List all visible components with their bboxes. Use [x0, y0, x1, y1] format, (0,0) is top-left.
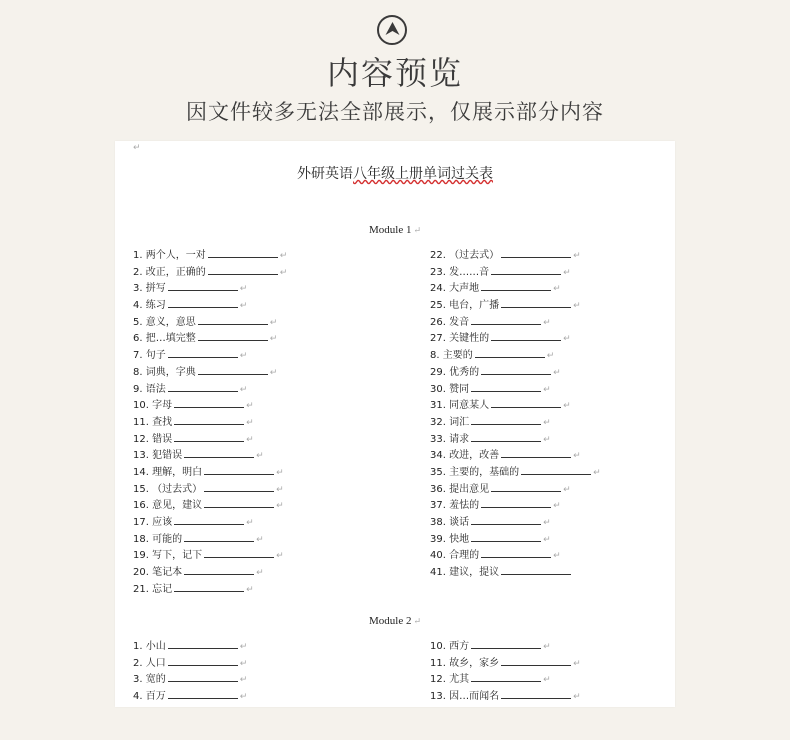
vocab-row [430, 514, 601, 531]
vocab-prompt: 31. 同意某人 [430, 400, 490, 412]
paragraph-mark: ↵ [239, 284, 248, 295]
answer-blank [471, 671, 541, 682]
answer-blank [174, 581, 244, 592]
vocab-prompt: 11. 查找 [133, 416, 173, 428]
answer-blank [481, 547, 551, 558]
vocab-row [430, 447, 601, 464]
vocab-row [430, 264, 601, 281]
answer-blank [208, 264, 278, 275]
module2-right-column [430, 638, 581, 705]
answer-blank [168, 638, 238, 649]
answer-blank [168, 655, 238, 666]
vocab-prompt: 18. 可能的 [133, 533, 183, 545]
answer-blank [204, 481, 274, 492]
vocab-row [133, 314, 287, 331]
up-arrow-icon [377, 15, 407, 45]
vocab-row [133, 497, 287, 514]
document-title [115, 163, 675, 183]
vocab-prompt: 12. 尤其 [430, 674, 470, 686]
paragraph-mark: ↵ [553, 284, 561, 295]
vocab-row [430, 531, 601, 548]
paragraph-mark: ↵ [593, 467, 601, 478]
paragraph-mark: ↵ [246, 417, 254, 428]
vocab-row [133, 481, 287, 498]
paragraph-mark: ↵ [276, 551, 284, 562]
paragraph-mark: ↵ [276, 501, 284, 512]
paragraph-mark: ↵ [256, 451, 264, 462]
paragraph-mark: ↵ [279, 251, 288, 261]
vocab-prompt: 23. 发……音 [430, 266, 490, 278]
paragraph-mark: ↵ [543, 534, 551, 545]
paragraph-mark: ↵ [246, 584, 254, 595]
answer-blank [471, 531, 541, 542]
paragraph-mark: ↵ [573, 692, 581, 703]
paragraph-mark: ↵ [553, 501, 561, 512]
vocab-row [430, 414, 601, 431]
answer-blank [501, 655, 571, 666]
document-preview [115, 141, 675, 707]
vocab-row [430, 564, 601, 581]
page-subtitle: 因文件较多无法全部展示，仅展示部分内容 [186, 100, 604, 124]
vocab-row [133, 381, 287, 398]
vocab-prompt: 3. 拼写 [133, 283, 166, 295]
vocab-row [133, 280, 287, 297]
vocab-row [133, 264, 287, 281]
vocab-prompt: 13. 犯错误 [133, 450, 183, 462]
paragraph-mark: ↵ [133, 143, 141, 153]
vocab-row [133, 397, 287, 414]
answer-blank [491, 397, 561, 408]
paragraph-mark: ↵ [276, 467, 284, 478]
vocab-prompt: 17. 应该 [133, 517, 173, 528]
vocab-row [430, 247, 601, 264]
paragraph-mark: ↵ [239, 642, 248, 652]
vocab-row [430, 381, 601, 398]
vocab-prompt: 37. 羞怯的 [430, 500, 480, 512]
answer-blank [174, 514, 244, 525]
vocab-row [133, 688, 247, 705]
vocab-prompt: 3. 宽的 [133, 674, 166, 686]
paragraph-mark: ↵ [553, 367, 561, 378]
paragraph-mark: ↵ [413, 616, 422, 626]
answer-blank [471, 414, 541, 425]
paragraph-mark: ↵ [256, 568, 264, 579]
answer-blank [501, 447, 571, 458]
vocab-row [430, 297, 601, 314]
answer-blank [168, 381, 238, 392]
answer-blank [491, 330, 561, 341]
vocab-row [430, 314, 601, 331]
vocab-prompt: 12. 错误 [133, 433, 173, 445]
vocab-prompt: 21. 忘记 [133, 583, 173, 595]
answer-blank [204, 497, 274, 508]
vocab-prompt: 10. 西方 [430, 641, 470, 652]
vocab-prompt: 41. 建议，提议 [430, 567, 500, 579]
vocab-prompt: 40. 合理的 [430, 550, 480, 562]
module2-left-column [133, 638, 247, 705]
paragraph-mark: ↵ [276, 484, 284, 495]
vocab-prompt: 33. 请求 [430, 433, 470, 445]
vocab-row [430, 330, 601, 347]
vocab-row [430, 397, 601, 414]
paragraph-mark: ↵ [573, 251, 581, 261]
vocab-prompt: 4. 百万 [133, 691, 166, 703]
vocab-row [430, 671, 581, 688]
paragraph-mark: ↵ [279, 267, 288, 278]
answer-blank [471, 431, 541, 442]
answer-blank [501, 297, 571, 308]
answer-blank [174, 397, 244, 408]
paragraph-mark: ↵ [269, 367, 278, 378]
vocab-row [133, 547, 287, 564]
paragraph-mark: ↵ [246, 518, 254, 528]
vocab-prompt: 30. 赞同 [430, 383, 470, 395]
paragraph-mark: ↵ [239, 675, 248, 686]
vocab-row [133, 514, 287, 531]
answer-blank [174, 414, 244, 425]
vocab-prompt: 9. 语法 [133, 383, 166, 395]
vocab-prompt: 20. 笔记本 [133, 567, 183, 579]
vocab-row [133, 364, 287, 381]
vocab-row [133, 638, 247, 655]
vocab-prompt: 1. 小山 [133, 641, 166, 652]
vocab-row [430, 655, 581, 672]
module1-left-column [133, 247, 287, 597]
answer-blank [481, 497, 551, 508]
paragraph-mark: ↵ [573, 301, 581, 312]
vocab-prompt: 34. 改进，改善 [430, 450, 500, 462]
answer-blank [491, 481, 561, 492]
paragraph-mark: ↵ [239, 351, 248, 362]
answer-blank [481, 280, 551, 291]
answer-blank [168, 280, 238, 291]
answer-blank [204, 547, 274, 558]
vocab-prompt: 8. 词典，字典 [133, 366, 196, 378]
answer-blank [184, 564, 254, 575]
vocab-row [133, 347, 287, 364]
vocab-row [430, 280, 601, 297]
vocab-row [133, 581, 287, 598]
vocab-row [133, 247, 287, 264]
answer-blank [481, 364, 551, 375]
paragraph-mark: ↵ [269, 334, 278, 345]
document-title-part1: 外研英语 [297, 166, 353, 182]
answer-blank [471, 314, 541, 325]
vocab-prompt: 15. （过去式） [133, 483, 203, 495]
vocab-prompt: 8. 主要的 [430, 350, 473, 362]
paragraph-mark: ↵ [543, 417, 551, 428]
vocab-prompt: 29. 优秀的 [430, 366, 480, 378]
vocab-row [133, 297, 287, 314]
paragraph-mark: ↵ [553, 551, 561, 562]
vocab-row [133, 464, 287, 481]
answer-blank [198, 314, 268, 325]
vocab-row [133, 671, 247, 688]
vocab-prompt: 22. （过去式） [430, 250, 500, 261]
vocab-row [430, 497, 601, 514]
paragraph-mark: ↵ [239, 384, 248, 395]
vocab-prompt: 4. 练习 [133, 300, 166, 312]
vocab-row [133, 330, 287, 347]
document-title-part2: 八年级上册单词过关表 [353, 166, 493, 182]
vocab-row [133, 564, 287, 581]
answer-blank [198, 364, 268, 375]
vocab-prompt: 2. 人口 [133, 657, 166, 669]
answer-blank [208, 247, 278, 258]
answer-blank [471, 381, 541, 392]
answer-blank [204, 464, 274, 475]
vocab-prompt: 26. 发音 [430, 316, 470, 328]
paragraph-mark: ↵ [239, 658, 248, 669]
vocab-row [430, 547, 601, 564]
vocab-prompt: 24. 大声地 [430, 283, 480, 295]
paragraph-mark: ↵ [573, 451, 581, 462]
module1-right-column [430, 247, 601, 581]
vocab-prompt: 39. 快地 [430, 533, 470, 545]
vocab-prompt: 1. 两个人，一对 [133, 250, 206, 261]
answer-blank [471, 514, 541, 525]
page-title: 内容预览 [326, 54, 463, 92]
paragraph-mark: ↵ [573, 658, 581, 669]
answer-blank [471, 638, 541, 649]
vocab-prompt: 38. 谈话 [430, 517, 470, 528]
vocab-prompt: 14. 理解，明白 [133, 466, 203, 478]
answer-blank [168, 347, 238, 358]
vocab-row [430, 364, 601, 381]
answer-blank [475, 347, 545, 358]
vocab-prompt: 6. 把…填完整 [133, 333, 196, 345]
module2-heading [115, 615, 675, 627]
paragraph-mark: ↵ [543, 642, 551, 652]
paragraph-mark: ↵ [256, 534, 264, 545]
paragraph-mark: ↵ [269, 317, 278, 328]
vocab-row [430, 464, 601, 481]
paragraph-mark: ↵ [543, 675, 551, 686]
vocab-row [133, 431, 287, 448]
module1-heading [115, 224, 675, 236]
paragraph-mark: ↵ [546, 351, 555, 362]
answer-blank [491, 264, 561, 275]
vocab-prompt: 5. 意义，意思 [133, 316, 196, 328]
module1-heading-text: Module 1 [368, 224, 412, 236]
vocab-row [430, 347, 601, 364]
vocab-prompt: 19. 写下，记下 [133, 550, 203, 562]
paragraph-mark: ↵ [246, 434, 254, 445]
vocab-row [133, 414, 287, 431]
answer-blank [174, 431, 244, 442]
vocab-prompt: 27. 关键性的 [430, 333, 490, 345]
vocab-prompt: 36. 提出意见 [430, 483, 490, 495]
paragraph-mark: ↵ [563, 334, 571, 345]
answer-blank [184, 531, 254, 542]
paragraph-mark: ↵ [413, 225, 422, 235]
paragraph-mark: ↵ [563, 267, 571, 278]
paragraph-mark: ↵ [563, 401, 571, 412]
vocab-prompt: 25. 电台，广播 [430, 300, 500, 312]
answer-blank [168, 671, 238, 682]
vocab-prompt: 10. 字母 [133, 400, 173, 412]
paragraph-mark: ↵ [543, 317, 551, 328]
answer-blank [501, 247, 571, 258]
paragraph-mark: ↵ [543, 434, 551, 445]
answer-blank [184, 447, 254, 458]
vocab-row [430, 481, 601, 498]
vocab-prompt: 11. 故乡，家乡 [430, 657, 500, 669]
vocab-prompt: 2. 改正，正确的 [133, 266, 206, 278]
vocab-row [430, 688, 581, 705]
vocab-row [133, 447, 287, 464]
answer-blank [501, 564, 571, 575]
paragraph-mark: ↵ [543, 384, 551, 395]
paragraph-mark: ↵ [563, 484, 571, 495]
answer-blank [521, 464, 591, 475]
preview-header [0, 0, 790, 140]
vocab-prompt: 35. 主要的，基础的 [430, 466, 520, 478]
vocab-row [430, 431, 601, 448]
paragraph-mark: ↵ [543, 518, 551, 528]
vocab-prompt: 13. 因…而闻名 [430, 691, 500, 703]
vocab-row [133, 655, 247, 672]
answer-blank [168, 688, 238, 699]
paragraph-mark: ↵ [239, 692, 248, 703]
module2-heading-text: Module 2 [368, 615, 412, 627]
vocab-prompt: 32. 词汇 [430, 416, 470, 428]
vocab-row [133, 531, 287, 548]
answer-blank [501, 688, 571, 699]
vocab-prompt: 7. 句子 [133, 350, 166, 362]
answer-blank [198, 330, 268, 341]
answer-blank [168, 297, 238, 308]
vocab-prompt: 16. 意见，建议 [133, 500, 203, 512]
paragraph-mark: ↵ [239, 301, 248, 312]
vocab-row [430, 638, 581, 655]
paragraph-mark: ↵ [246, 401, 254, 412]
